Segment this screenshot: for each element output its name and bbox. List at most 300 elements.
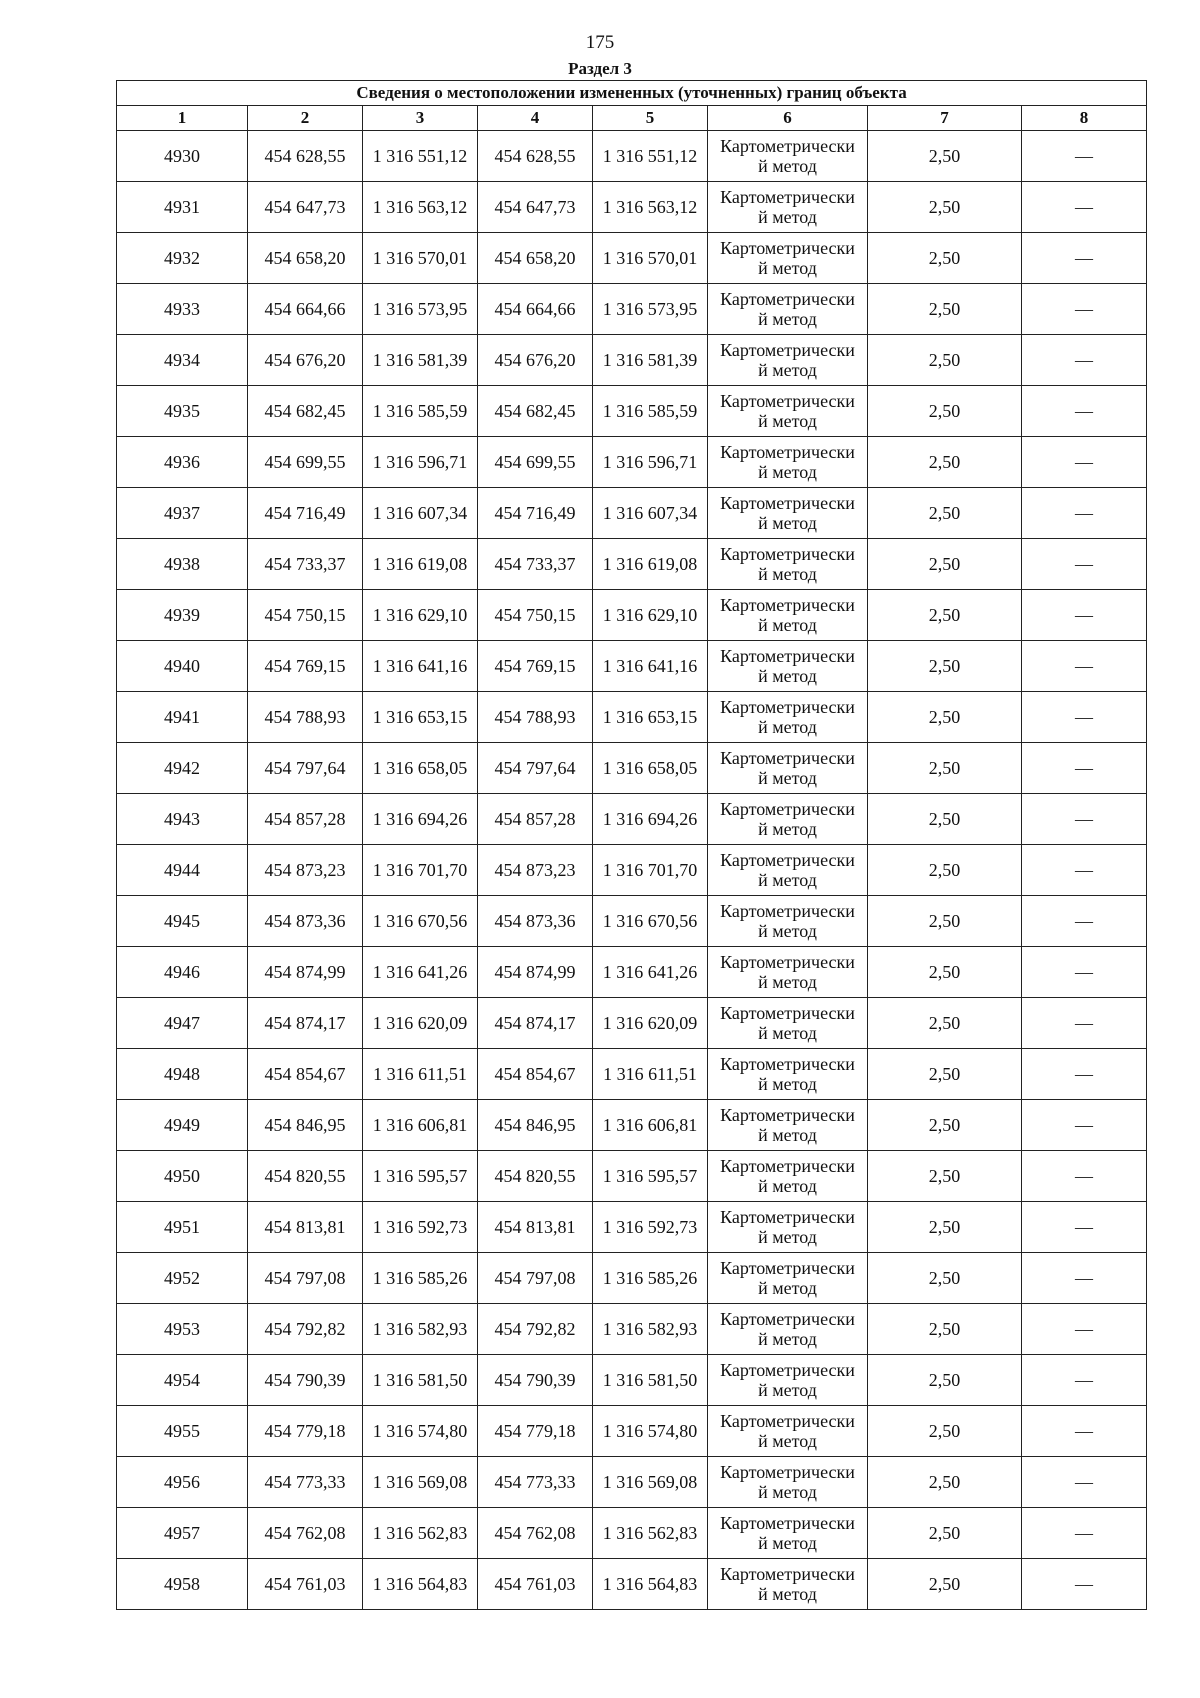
y-existing-cell: 1 316 581,39	[363, 335, 478, 386]
y-existing-cell: 1 316 581,50	[363, 1355, 478, 1406]
description-cell: —	[1022, 182, 1147, 233]
method-cell	[708, 1202, 868, 1253]
accuracy-cell: 2,50	[868, 845, 1022, 896]
table-row	[117, 896, 1147, 947]
column-number-3: 3	[363, 106, 478, 131]
accuracy-cell: 2,50	[868, 641, 1022, 692]
coordinates-table	[116, 80, 1147, 1610]
method-line-1: Картометрически	[720, 1105, 855, 1125]
point-number-cell: 4953	[117, 1304, 248, 1355]
y-existing-cell: 1 316 573,95	[363, 284, 478, 335]
method-cell	[708, 1457, 868, 1508]
table-row	[117, 1406, 1147, 1457]
method-cell	[708, 896, 868, 947]
point-number-cell: 4937	[117, 488, 248, 539]
description-cell: —	[1022, 896, 1147, 947]
section-title: Раздел 3	[568, 59, 632, 78]
method-cell	[708, 437, 868, 488]
table-row	[117, 1100, 1147, 1151]
x-new-cell: 454 664,66	[478, 284, 593, 335]
x-existing-cell: 454 813,81	[248, 1202, 363, 1253]
method-line-2: й метод	[758, 1176, 817, 1196]
y-existing-cell: 1 316 563,12	[363, 182, 478, 233]
x-new-cell: 454 846,95	[478, 1100, 593, 1151]
x-new-cell: 454 762,08	[478, 1508, 593, 1559]
point-number-cell: 4931	[117, 182, 248, 233]
accuracy-cell: 2,50	[868, 284, 1022, 335]
description-cell: —	[1022, 1355, 1147, 1406]
method-line-1: Картометрически	[720, 595, 855, 615]
y-new-cell: 1 316 620,09	[593, 998, 708, 1049]
method-line-1: Картометрически	[720, 136, 855, 156]
method-cell	[708, 641, 868, 692]
description-cell: —	[1022, 743, 1147, 794]
x-existing-cell: 454 854,67	[248, 1049, 363, 1100]
y-existing-cell: 1 316 620,09	[363, 998, 478, 1049]
x-existing-cell: 454 797,08	[248, 1253, 363, 1304]
point-number-cell: 4940	[117, 641, 248, 692]
y-new-cell: 1 316 658,05	[593, 743, 708, 794]
table-row	[117, 284, 1147, 335]
x-existing-cell: 454 762,08	[248, 1508, 363, 1559]
point-number-cell: 4941	[117, 692, 248, 743]
point-number-cell: 4957	[117, 1508, 248, 1559]
method-line-1: Картометрически	[720, 544, 855, 564]
method-cell	[708, 386, 868, 437]
table-row	[117, 437, 1147, 488]
accuracy-cell: 2,50	[868, 1100, 1022, 1151]
table-row	[117, 692, 1147, 743]
accuracy-cell: 2,50	[868, 335, 1022, 386]
method-line-2: й метод	[758, 207, 817, 227]
method-cell	[708, 1253, 868, 1304]
table-row	[117, 998, 1147, 1049]
point-number-cell: 4954	[117, 1355, 248, 1406]
point-number-cell: 4947	[117, 998, 248, 1049]
method-cell	[708, 1406, 868, 1457]
accuracy-cell: 2,50	[868, 794, 1022, 845]
x-existing-cell: 454 733,37	[248, 539, 363, 590]
point-number-cell: 4932	[117, 233, 248, 284]
method-line-1: Картометрически	[720, 697, 855, 717]
y-new-cell: 1 316 701,70	[593, 845, 708, 896]
accuracy-cell: 2,50	[868, 1406, 1022, 1457]
y-new-cell: 1 316 582,93	[593, 1304, 708, 1355]
table-row	[117, 182, 1147, 233]
description-cell: —	[1022, 131, 1147, 182]
method-line-1: Картометрически	[720, 850, 855, 870]
point-number-cell: 4942	[117, 743, 248, 794]
method-line-2: й метод	[758, 972, 817, 992]
x-existing-cell: 454 874,99	[248, 947, 363, 998]
x-new-cell: 454 874,17	[478, 998, 593, 1049]
x-new-cell: 454 797,64	[478, 743, 593, 794]
x-existing-cell: 454 676,20	[248, 335, 363, 386]
x-new-cell: 454 628,55	[478, 131, 593, 182]
y-new-cell: 1 316 611,51	[593, 1049, 708, 1100]
y-existing-cell: 1 316 585,26	[363, 1253, 478, 1304]
y-new-cell: 1 316 641,26	[593, 947, 708, 998]
description-cell: —	[1022, 794, 1147, 845]
method-line-1: Картометрически	[720, 187, 855, 207]
method-cell	[708, 845, 868, 896]
y-existing-cell: 1 316 653,15	[363, 692, 478, 743]
method-line-2: й метод	[758, 921, 817, 941]
method-line-2: й метод	[758, 513, 817, 533]
accuracy-cell: 2,50	[868, 1304, 1022, 1355]
method-line-2: й метод	[758, 258, 817, 278]
method-cell	[708, 1304, 868, 1355]
column-number-6: 6	[708, 106, 868, 131]
y-new-cell: 1 316 573,95	[593, 284, 708, 335]
method-line-1: Картометрически	[720, 1360, 855, 1380]
method-cell	[708, 794, 868, 845]
method-line-1: Картометрически	[720, 442, 855, 462]
x-existing-cell: 454 769,15	[248, 641, 363, 692]
description-cell: —	[1022, 1406, 1147, 1457]
x-new-cell: 454 790,39	[478, 1355, 593, 1406]
accuracy-cell: 2,50	[868, 743, 1022, 794]
method-line-2: й метод	[758, 1023, 817, 1043]
y-existing-cell: 1 316 670,56	[363, 896, 478, 947]
y-new-cell: 1 316 607,34	[593, 488, 708, 539]
x-new-cell: 454 682,45	[478, 386, 593, 437]
column-number-row	[117, 106, 1147, 131]
y-existing-cell: 1 316 596,71	[363, 437, 478, 488]
y-new-cell: 1 316 694,26	[593, 794, 708, 845]
description-cell: —	[1022, 488, 1147, 539]
table-row	[117, 1151, 1147, 1202]
method-line-2: й метод	[758, 666, 817, 686]
x-existing-cell: 454 788,93	[248, 692, 363, 743]
point-number-cell: 4936	[117, 437, 248, 488]
method-line-2: й метод	[758, 1482, 817, 1502]
accuracy-cell: 2,50	[868, 1253, 1022, 1304]
method-line-1: Картометрически	[720, 391, 855, 411]
method-line-2: й метод	[758, 768, 817, 788]
table-row	[117, 233, 1147, 284]
method-line-2: й метод	[758, 411, 817, 431]
accuracy-cell: 2,50	[868, 1202, 1022, 1253]
point-number-cell: 4946	[117, 947, 248, 998]
column-number-5: 5	[593, 106, 708, 131]
method-line-2: й метод	[758, 1380, 817, 1400]
y-new-cell: 1 316 562,83	[593, 1508, 708, 1559]
description-cell: —	[1022, 386, 1147, 437]
description-cell: —	[1022, 845, 1147, 896]
x-new-cell: 454 873,36	[478, 896, 593, 947]
table-row	[117, 947, 1147, 998]
method-line-2: й метод	[758, 1227, 817, 1247]
y-new-cell: 1 316 551,12	[593, 131, 708, 182]
accuracy-cell: 2,50	[868, 437, 1022, 488]
y-existing-cell: 1 316 694,26	[363, 794, 478, 845]
accuracy-cell: 2,50	[868, 998, 1022, 1049]
method-cell	[708, 1100, 868, 1151]
y-new-cell: 1 316 581,50	[593, 1355, 708, 1406]
y-new-cell: 1 316 629,10	[593, 590, 708, 641]
table-row	[117, 845, 1147, 896]
accuracy-cell: 2,50	[868, 1355, 1022, 1406]
accuracy-cell: 2,50	[868, 488, 1022, 539]
method-line-2: й метод	[758, 1074, 817, 1094]
y-existing-cell: 1 316 606,81	[363, 1100, 478, 1151]
method-cell	[708, 1049, 868, 1100]
x-existing-cell: 454 790,39	[248, 1355, 363, 1406]
accuracy-cell: 2,50	[868, 1457, 1022, 1508]
x-new-cell: 454 716,49	[478, 488, 593, 539]
point-number-cell: 4939	[117, 590, 248, 641]
y-new-cell: 1 316 581,39	[593, 335, 708, 386]
x-new-cell: 454 647,73	[478, 182, 593, 233]
x-new-cell: 454 854,67	[478, 1049, 593, 1100]
point-number-cell: 4952	[117, 1253, 248, 1304]
method-line-2: й метод	[758, 1431, 817, 1451]
y-existing-cell: 1 316 564,83	[363, 1559, 478, 1610]
method-cell	[708, 233, 868, 284]
column-number-1: 1	[117, 106, 248, 131]
method-line-2: й метод	[758, 1125, 817, 1145]
point-number-cell: 4934	[117, 335, 248, 386]
accuracy-cell: 2,50	[868, 131, 1022, 182]
y-existing-cell: 1 316 658,05	[363, 743, 478, 794]
y-existing-cell: 1 316 592,73	[363, 1202, 478, 1253]
description-cell: —	[1022, 1253, 1147, 1304]
method-line-1: Картометрически	[720, 289, 855, 309]
method-line-2: й метод	[758, 462, 817, 482]
column-number-2: 2	[248, 106, 363, 131]
accuracy-cell: 2,50	[868, 1559, 1022, 1610]
table-row	[117, 335, 1147, 386]
point-number-cell: 4933	[117, 284, 248, 335]
y-new-cell: 1 316 570,01	[593, 233, 708, 284]
description-cell: —	[1022, 284, 1147, 335]
y-new-cell: 1 316 563,12	[593, 182, 708, 233]
page-number: 175	[585, 32, 615, 53]
description-cell: —	[1022, 1049, 1147, 1100]
y-existing-cell: 1 316 582,93	[363, 1304, 478, 1355]
method-cell	[708, 131, 868, 182]
x-new-cell: 454 769,15	[478, 641, 593, 692]
table-row	[117, 743, 1147, 794]
method-line-2: й метод	[758, 819, 817, 839]
point-number-cell: 4951	[117, 1202, 248, 1253]
method-cell	[708, 1151, 868, 1202]
method-cell	[708, 1355, 868, 1406]
x-new-cell: 454 699,55	[478, 437, 593, 488]
description-cell: —	[1022, 947, 1147, 998]
accuracy-cell: 2,50	[868, 1508, 1022, 1559]
method-cell	[708, 539, 868, 590]
description-cell: —	[1022, 590, 1147, 641]
table-row	[117, 590, 1147, 641]
x-new-cell: 454 773,33	[478, 1457, 593, 1508]
table-row	[117, 131, 1147, 182]
method-cell	[708, 284, 868, 335]
y-new-cell: 1 316 585,26	[593, 1253, 708, 1304]
method-cell	[708, 335, 868, 386]
y-new-cell: 1 316 670,56	[593, 896, 708, 947]
method-line-2: й метод	[758, 1533, 817, 1553]
x-existing-cell: 454 873,36	[248, 896, 363, 947]
method-line-1: Картометрически	[720, 238, 855, 258]
accuracy-cell: 2,50	[868, 233, 1022, 284]
method-line-2: й метод	[758, 1584, 817, 1604]
accuracy-cell: 2,50	[868, 590, 1022, 641]
y-existing-cell: 1 316 595,57	[363, 1151, 478, 1202]
point-number-cell: 4935	[117, 386, 248, 437]
accuracy-cell: 2,50	[868, 1151, 1022, 1202]
y-new-cell: 1 316 569,08	[593, 1457, 708, 1508]
x-new-cell: 454 874,99	[478, 947, 593, 998]
accuracy-cell: 2,50	[868, 182, 1022, 233]
x-existing-cell: 454 873,23	[248, 845, 363, 896]
method-line-1: Картометрически	[720, 1462, 855, 1482]
x-new-cell: 454 658,20	[478, 233, 593, 284]
description-cell: —	[1022, 1100, 1147, 1151]
column-number-4: 4	[478, 106, 593, 131]
table-row	[117, 539, 1147, 590]
y-new-cell: 1 316 574,80	[593, 1406, 708, 1457]
method-cell	[708, 692, 868, 743]
y-new-cell: 1 316 592,73	[593, 1202, 708, 1253]
description-cell: —	[1022, 692, 1147, 743]
method-line-1: Картометрически	[720, 1003, 855, 1023]
x-existing-cell: 454 857,28	[248, 794, 363, 845]
accuracy-cell: 2,50	[868, 947, 1022, 998]
y-existing-cell: 1 316 619,08	[363, 539, 478, 590]
accuracy-cell: 2,50	[868, 386, 1022, 437]
x-existing-cell: 454 792,82	[248, 1304, 363, 1355]
method-cell	[708, 1559, 868, 1610]
description-cell: —	[1022, 1151, 1147, 1202]
method-cell	[708, 182, 868, 233]
point-number-cell: 4943	[117, 794, 248, 845]
method-line-1: Картометрически	[720, 901, 855, 921]
x-existing-cell: 454 682,45	[248, 386, 363, 437]
x-new-cell: 454 797,08	[478, 1253, 593, 1304]
y-new-cell: 1 316 596,71	[593, 437, 708, 488]
y-new-cell: 1 316 606,81	[593, 1100, 708, 1151]
y-new-cell: 1 316 641,16	[593, 641, 708, 692]
method-line-1: Картометрически	[720, 1156, 855, 1176]
description-cell: —	[1022, 1202, 1147, 1253]
point-number-cell: 4944	[117, 845, 248, 896]
y-new-cell: 1 316 595,57	[593, 1151, 708, 1202]
description-cell: —	[1022, 1457, 1147, 1508]
x-new-cell: 454 788,93	[478, 692, 593, 743]
method-line-1: Картометрически	[720, 799, 855, 819]
table-caption: Сведения о местоположении измененных (уточненных) границ объекта	[117, 81, 1147, 106]
x-new-cell: 454 761,03	[478, 1559, 593, 1610]
y-existing-cell: 1 316 701,70	[363, 845, 478, 896]
x-new-cell: 454 779,18	[478, 1406, 593, 1457]
method-line-1: Картометрически	[720, 952, 855, 972]
point-number-cell: 4956	[117, 1457, 248, 1508]
method-line-2: й метод	[758, 564, 817, 584]
y-existing-cell: 1 316 607,34	[363, 488, 478, 539]
table-body	[117, 131, 1147, 1610]
table-row	[117, 1304, 1147, 1355]
y-existing-cell: 1 316 611,51	[363, 1049, 478, 1100]
y-new-cell: 1 316 564,83	[593, 1559, 708, 1610]
point-number-cell: 4938	[117, 539, 248, 590]
description-cell: —	[1022, 335, 1147, 386]
point-number-cell: 4930	[117, 131, 248, 182]
accuracy-cell: 2,50	[868, 539, 1022, 590]
method-line-1: Картометрически	[720, 646, 855, 666]
method-line-2: й метод	[758, 615, 817, 635]
x-existing-cell: 454 699,55	[248, 437, 363, 488]
y-existing-cell: 1 316 574,80	[363, 1406, 478, 1457]
table-row	[117, 1508, 1147, 1559]
table-row	[117, 488, 1147, 539]
description-cell: —	[1022, 539, 1147, 590]
table-row	[117, 1559, 1147, 1610]
table-row	[117, 386, 1147, 437]
method-line-2: й метод	[758, 717, 817, 737]
x-existing-cell: 454 716,49	[248, 488, 363, 539]
x-existing-cell: 454 628,55	[248, 131, 363, 182]
description-cell: —	[1022, 233, 1147, 284]
y-existing-cell: 1 316 551,12	[363, 131, 478, 182]
method-cell	[708, 590, 868, 641]
point-number-cell: 4949	[117, 1100, 248, 1151]
point-number-cell: 4958	[117, 1559, 248, 1610]
method-line-1: Картометрически	[720, 1564, 855, 1584]
method-line-1: Картометрически	[720, 1411, 855, 1431]
method-line-2: й метод	[758, 360, 817, 380]
x-new-cell: 454 676,20	[478, 335, 593, 386]
x-new-cell: 454 733,37	[478, 539, 593, 590]
method-line-2: й метод	[758, 870, 817, 890]
column-number-7: 7	[868, 106, 1022, 131]
y-existing-cell: 1 316 585,59	[363, 386, 478, 437]
y-existing-cell: 1 316 641,26	[363, 947, 478, 998]
table-row	[117, 1202, 1147, 1253]
method-cell	[708, 947, 868, 998]
y-existing-cell: 1 316 562,83	[363, 1508, 478, 1559]
x-new-cell: 454 820,55	[478, 1151, 593, 1202]
x-new-cell: 454 813,81	[478, 1202, 593, 1253]
x-existing-cell: 454 779,18	[248, 1406, 363, 1457]
x-existing-cell: 454 664,66	[248, 284, 363, 335]
table-row	[117, 1457, 1147, 1508]
accuracy-cell: 2,50	[868, 1049, 1022, 1100]
x-existing-cell: 454 750,15	[248, 590, 363, 641]
method-line-1: Картометрически	[720, 1207, 855, 1227]
accuracy-cell: 2,50	[868, 692, 1022, 743]
description-cell: —	[1022, 1559, 1147, 1610]
method-line-1: Картометрически	[720, 1258, 855, 1278]
x-existing-cell: 454 797,64	[248, 743, 363, 794]
y-existing-cell: 1 316 570,01	[363, 233, 478, 284]
x-existing-cell: 454 761,03	[248, 1559, 363, 1610]
table-row	[117, 794, 1147, 845]
description-cell: —	[1022, 1508, 1147, 1559]
method-line-1: Картометрически	[720, 340, 855, 360]
table-row	[117, 1049, 1147, 1100]
method-cell	[708, 743, 868, 794]
y-existing-cell: 1 316 569,08	[363, 1457, 478, 1508]
table-row	[117, 1355, 1147, 1406]
point-number-cell: 4948	[117, 1049, 248, 1100]
description-cell: —	[1022, 998, 1147, 1049]
method-line-1: Картометрически	[720, 748, 855, 768]
table-row	[117, 641, 1147, 692]
point-number-cell: 4945	[117, 896, 248, 947]
method-cell	[708, 1508, 868, 1559]
